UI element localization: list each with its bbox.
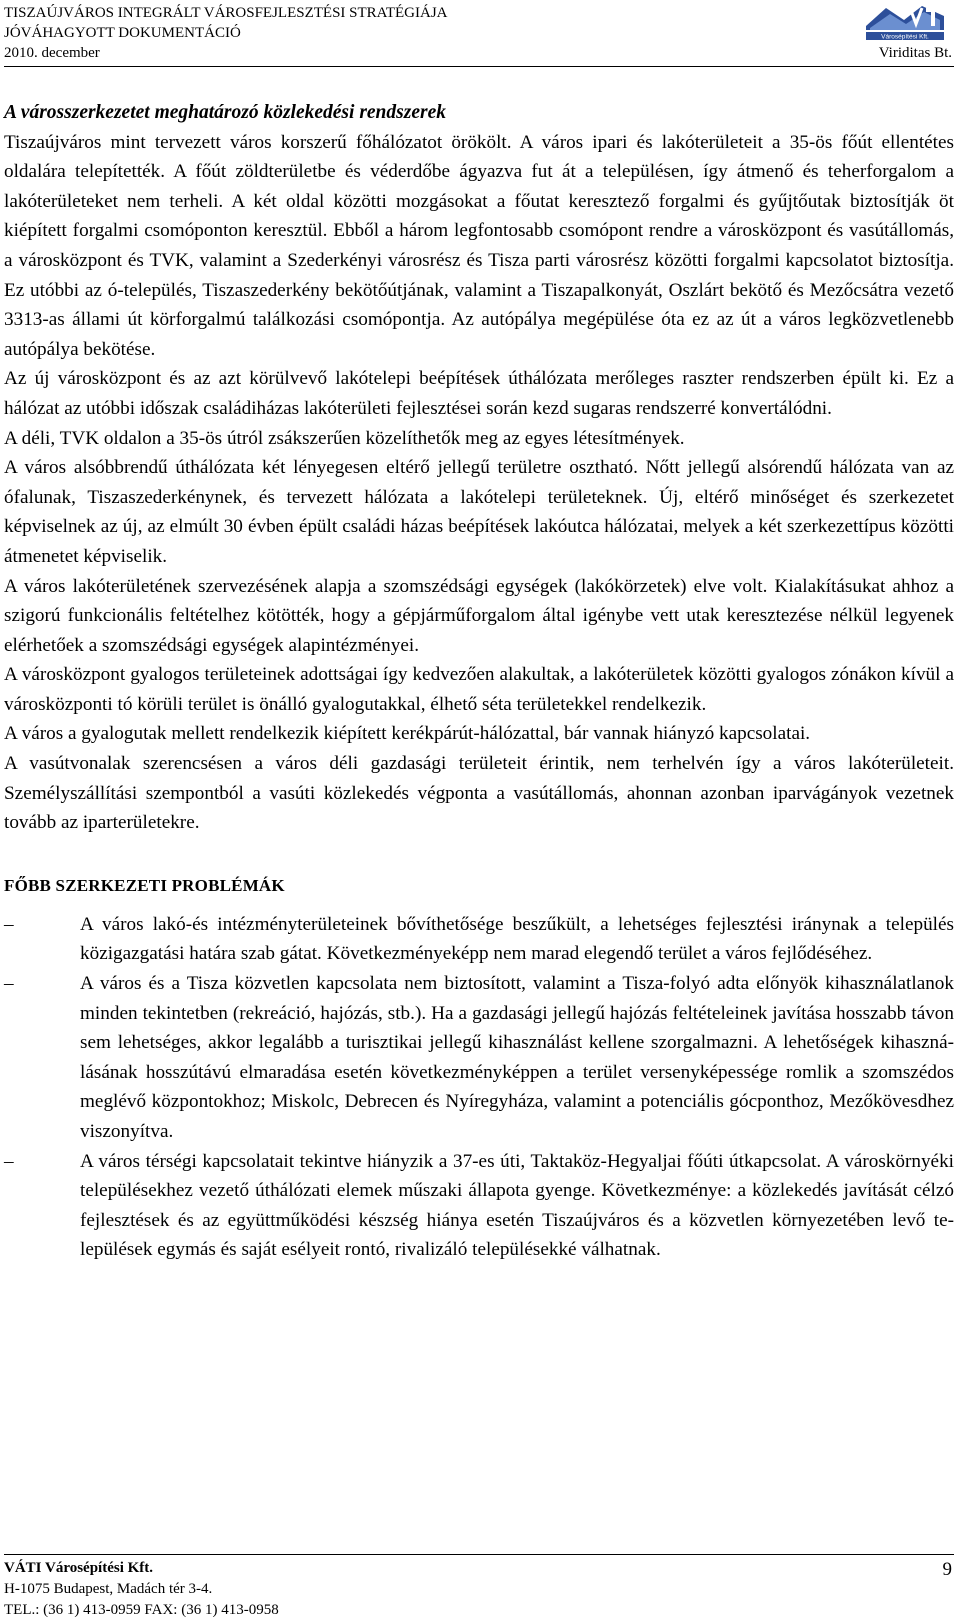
dash-bullet: – — [4, 1150, 14, 1172]
list-item-text: A város térségi kapcsolatait tekintve hiányzik a 37-es úti, Taktaköz-Hegyaljai főúti útkapcsolat. A városkörnyéki településekhez vezető úthálózati elemek műszaki állapota gyenge. Következménye: a közlekedés javítását célzó fejlesztések és az együttműködési készség hiánya esetén Tiszaújváros és a közvetlen környezetében levő települések egymás és saját esélyeit rontó, rivalizáló településekké válhatnak. — [80, 1150, 954, 1261]
svg-text:Városépítési Kft.: Városépítési Kft. — [881, 33, 929, 41]
paragraph: A városközpont gyalogos területeinek adottságai így kedvezően alakultak, a lakóterületek közötti gyalogos zónákon kívül a városközponti tó körüli terület is önálló gyalogutakkal, élhető séta területekkel rendelkezik. — [4, 664, 954, 715]
document-status: JÓVÁHAGYOTT DOKUMENTÁCIÓ — [4, 25, 241, 41]
section-subtitle: A városszerkezetet meghatározó közlekedési rendszerek — [4, 102, 446, 123]
list-item-text: A város és a Tisza közvetlen kapcsolata nem biztosított, valamint a Tisza-folyó adta előnyök kihasználatlanok minden tekintetben (rekreáció, hajózás, stb.). Ha a gazdasági jellegű hajózás feltételeinek javítása hosszabb távon sem lehetséges, akkor legalább a turisztikai jellegű kihasználást kellene szorgalmazni. A lehetőségek kihasználásának hosszútávú elmaradása esetén következményképpen a terület versenyképessége romlik a szomszédos meglévő központokhoz; Miskolc, Debrecen és Nyíregyháza, valamint a potenciális gócponthoz, Mezőkövesdhez viszonyítva. — [80, 973, 954, 1142]
paragraph: Az új városközpont és az azt körülvevő lakótelepi beépítések úthálózata merőleges raszter rendszerben épült ki. Ez a hálózat az utóbbi időszak családiházas lakóterületi fejlesztései során kezd sugaras rendszerré konvertálódni. — [4, 368, 954, 419]
header-rule — [4, 66, 954, 67]
paragraph: Tiszaújváros mint tervezett város korszerű főhálózatot örökölt. A város ipari és lakóterületeit a 35-ös főút ellentétes oldalára telepítették. A főút zöldterületbe és véderdőbe ágyazva fut át a településen, így átmenő és teherforgalom a lakóterületeket nem terheli. A két oldal közötti mozgásokat a főutat keresztező forgalmi és gyűjtőutak biztosítják öt kiépített forgalmi csomóponton keresztül. Ebből a három legfontosabb csomópont rendre a városközpont és vasútállomás, a városközpont és TVK, valamint a Szederkényi városrész és Tisza parti városrész közötti forgalmi kapcsolatot biztosítja. Ez utóbbi az ó-település, Tiszaszederkény bekötőútjának, valamint a Tiszapalkonyát, Oszlárt bekötő és Mezőcsátra vezető 3313-as állami út körforgalmú találkozási csomópontja. Az autópálya megépülése óta ez az út a város legközvetlenebb autópálya bekötése. — [4, 131, 954, 360]
paragraph: A város alsóbbrendű úthálózata két lényegesen eltérő jellegű területre osztható. Nőtt jellegű alsórendű hálózata van az ófalunak, Tiszaszederkénynek, és tervezett hálózata a lakótelepi területeknek. Új, eltérő minőséget és szerkezetet képviselnek az új, az elmúlt 30 évben épült családi házas beépítések lakóutca hálózatai, melyek a két szerkezettípus közötti átmenetet képviselik. — [4, 457, 954, 567]
list-item — [4, 910, 954, 969]
footer-company: VÁTI Városépítési Kft. — [4, 1560, 154, 1576]
page-footer — [4, 1558, 279, 1621]
document-date: 2010. december — [4, 45, 100, 61]
list-item — [4, 1147, 954, 1265]
paragraph: A város lakóterületének szervezésének alapja a szomszédsági egységek (lakókörzetek) elve volt. Kialakításukat ahhoz a szigorú funkcionális feltételhez kötötték, hogy a gépjárműforgalom által igénybe vett utak keresztezése nélkül legyenek elérhetőek a szomszédsági egységek alapintézményei. — [4, 575, 954, 656]
paragraph: A déli, TVK oldalon a 35-ös útról zsákszerűen közelíthetők meg az egyes létesítmények. — [4, 427, 685, 449]
section-heading: FŐBB SZERKEZETI PROBLÉMÁK — [4, 875, 285, 895]
vati-logo-icon — [860, 2, 950, 44]
footer-rule — [4, 1554, 954, 1555]
page-number: 9 — [942, 1559, 952, 1580]
list-item-text: A város lakó-és intézményterületeinek bővíthetősége beszűkült, a lehetséges fejlesztési iránynak a település közigazgatási határa szab gátat. Következményeképp nem marad elegendő terület a város fejlődéséhez. — [80, 913, 954, 965]
list-item — [4, 969, 954, 1147]
dash-bullet: – — [4, 973, 14, 995]
page-header — [0, 0, 960, 70]
header-company: Viriditas Bt. — [878, 45, 952, 61]
problems-list — [4, 910, 954, 1265]
footer-address: H-1075 Budapest, Madách tér 3-4. — [4, 1581, 213, 1597]
dash-bullet: – — [4, 913, 14, 935]
footer-phone: TEL.: (36 1) 413-0959 FAX: (36 1) 413-0958 — [4, 1602, 279, 1618]
paragraph: A város a gyalogutak mellett rendelkezik kiépített kerékpárút-hálózattal, bár vannak hiányzó kapcsolatai. — [4, 723, 811, 745]
paragraph: A vasútvonalak szerencsésen a város déli gazdasági területeit érintik, nem terhelvén így a város lakóterületeit. Személyszállítási szempontból a vasúti közlekedés végponta a vasútállomás, ahonnan azonban iparvágányok vezetnek tovább az iparterületekre. — [4, 753, 954, 834]
document-title: TISZAÚJVÁROS INTEGRÁLT VÁROSFEJLESZTÉSI STRATÉGIÁJA — [4, 5, 448, 21]
main-content — [4, 98, 954, 1265]
